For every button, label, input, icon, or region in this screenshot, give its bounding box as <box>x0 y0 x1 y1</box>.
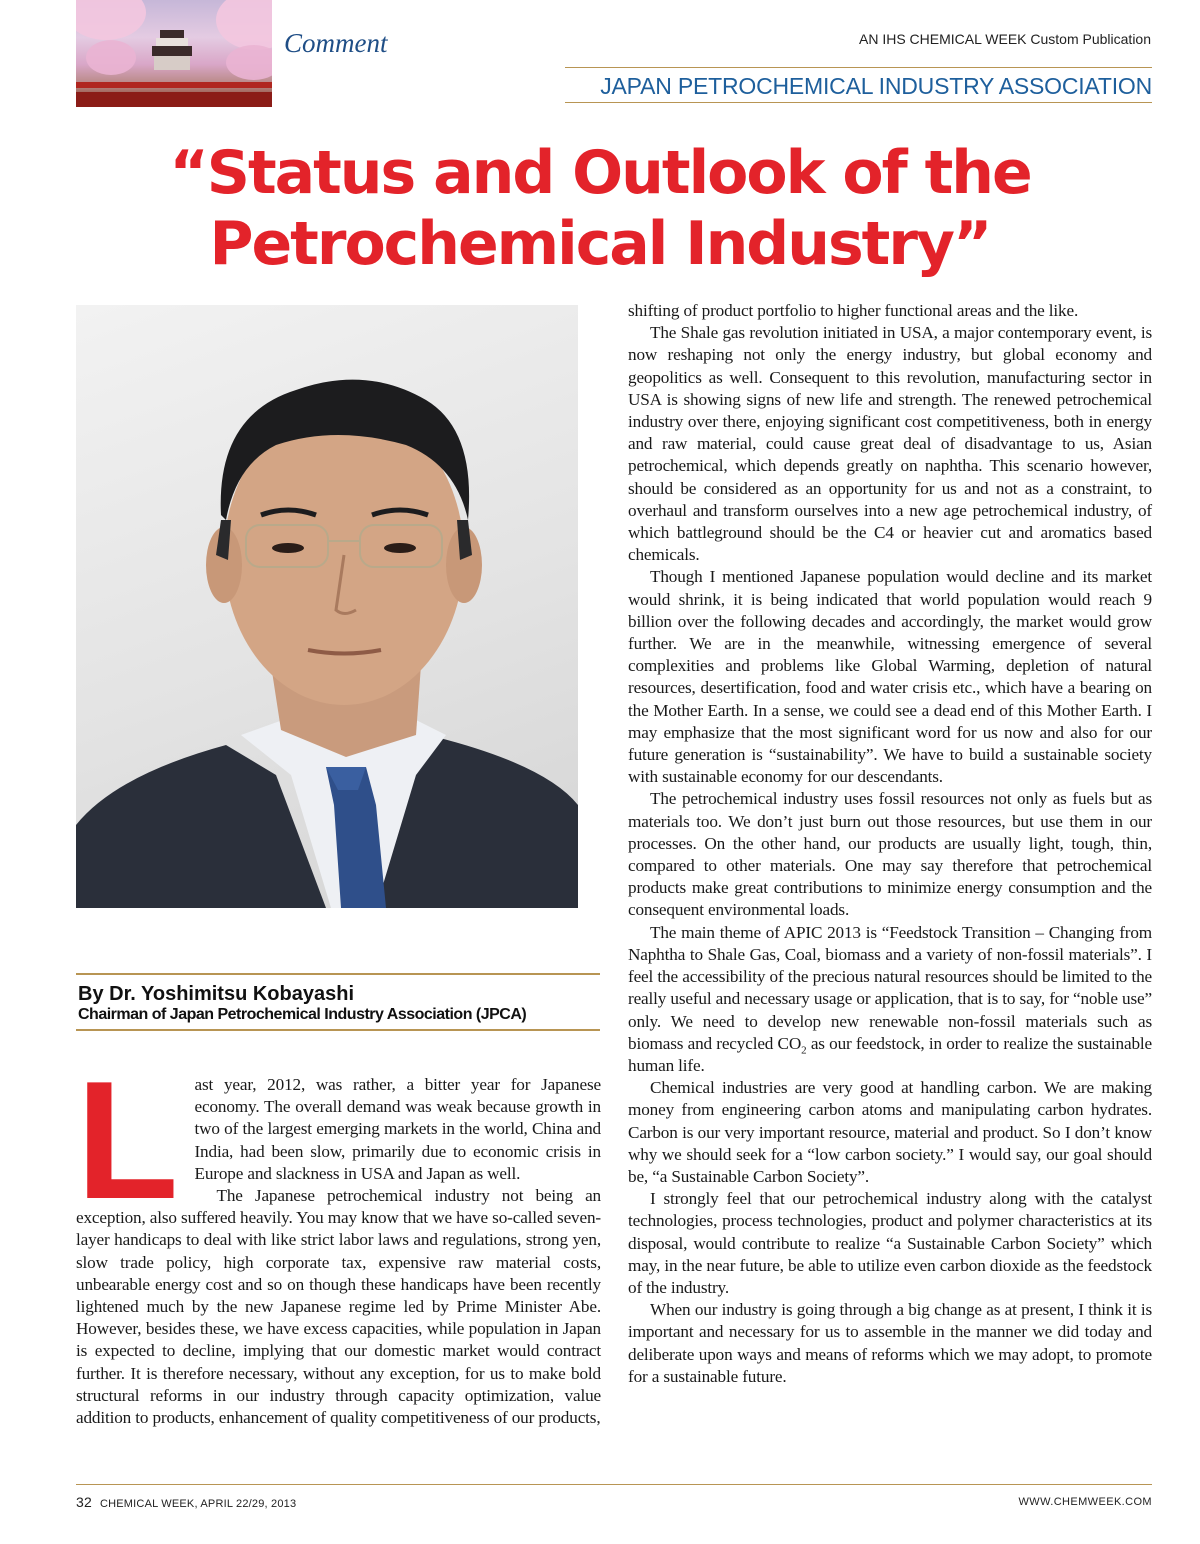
association-banner <box>565 67 1152 103</box>
co2-subscript: 2 <box>801 1044 807 1057</box>
body-paragraph: I strongly feel that our petrochemical industry along with the catalyst technologies, process technologies, product and polymer characteristics at its disposal, would contribute to realize “a Sustainable Carbon Society” which may, in the near future, be able to utilize even carbon dioxide as the feedstock of the industry. <box>628 1189 1152 1297</box>
body-paragraph: The Shale gas revolution initiated in USA, a major contemporary event, is now reshaping not only the energy industry, but global economy and geopolitics as well. Consequent to this revolution, manufacturing sector in USA is showing signs of new life and strength. The renewed petrochemical industry over there, enjoying significant cost competitiveness, both in energy and raw material, could cause great deal of disadvantage to us, Asian petrochemical, which depends greatly on naphtha. This scenario however, should be considered as an opportunity for us and not as a constraint, to overhaul and transform ourselves into a new age petrochemical industry, of which battleground should be the C4 or heavier cut and aromatics based chemicals. <box>628 323 1152 565</box>
body-column-left <box>76 1046 601 1429</box>
article-headline <box>100 138 1100 280</box>
body-column-right <box>628 300 1152 1388</box>
body-paragraph: Chemical industries are very good at handling carbon. We are making money from engineering carbon atoms and manipulating carbon hydrates. Carbon is our very important resource, material and product. So I don’t know why we should seek for a “low carbon society.” I would say, our goal should be, “a Sustainable Carbon Society”. <box>628 1078 1152 1186</box>
byline <box>76 973 600 1031</box>
association-name: JAPAN PETROCHEMICAL INDUSTRY ASSOCIATION <box>600 73 1152 99</box>
issue-info: CHEMICAL WEEK, APRIL 22/29, 2013 <box>99 1498 297 1510</box>
portrait-illustration <box>76 305 578 908</box>
header-photo-castle-blossoms <box>76 0 272 107</box>
publication-label: AN IHS CHEMICAL WEEK Custom Publication <box>858 31 1151 47</box>
body-paragraph: Last year, 2012, was rather, a bitter year for Japanese economy. The overall demand was weak because growth in two of the largest emerging markets in the world, China and India, had been slow, primarily due to economic crisis in Europe and slackness in USA and Japan as well. <box>76 1046 601 1234</box>
page-number: 32 <box>76 1494 92 1510</box>
section-label: Comment <box>284 28 388 58</box>
byline-author: By Dr. Yoshimitsu Kobayashi <box>78 983 355 1005</box>
headline-line-1: “Status and Outlook of the <box>169 138 1031 208</box>
apic-text: The main theme of APIC 2013 is “Feedstock Transition – Changing from Naphtha to Shale Gas, Coal, biomass and a variety of non-fossil materials”. I feel the accessibility of the precious natural resources should be limited to the really useful and necessary usage or application, that is to say, for “noble use” only. We need to develop new renewable non-fossil materials such as biomass and recycled CO <box>628 922 1152 1053</box>
body-paragraph: The petrochemical industry uses fossil resources not only as fuels but as materials too. We don’t just burn out those resources, but use them in our processes. On the other hand, our products are usually light, tough, thin, compared to other materials. One may say therefore that petrochemical products make great contributions to minimize energy consumption and the consequent environmental loads. <box>628 789 1152 920</box>
byline-title: Chairman of Japan Petrochemical Industry Association (JPCA) <box>78 1006 527 1023</box>
author-portrait <box>76 305 578 908</box>
body-paragraph: Though I mentioned Japanese population would decline and its market would shrink, it is being indicated that world population would reach 9 billion over the following decades and accordingly, the market would grow further. We are in the meanwhile, witnessing emergence of several complexities and problems like Global Warming, depletion of natural resources, desertification, food and water crisis etc., which have a bearing on the Mother Earth. In a sense, we could see a dead end of this Mother Earth. I may emphasize that the most significant word for us now and also for our future generation is “sustainability”. We have to build a sustainable society with sustainable economy for our descendants. <box>628 567 1152 787</box>
footer-website: WWW.CHEMWEEK.COM <box>1018 1496 1152 1508</box>
body-paragraph: The Japanese petrochemical industry not being an exception, also suffered heavily. You may know that we have so-called seven-layer handicaps to deal with like strict labor laws and regulations, strong yen, slow trade policy, high corporate tax, expensive raw material costs, unbearable energy cost and so on though these handicaps have been recently lightened much by the new Japanese regime led by Prime Minister Abe. However, besides these, we have excess capacities, while population in Japan is expected to decline, implying that our domestic market would contract further. It is therefore necessary, without any exception, for us to make bold structural reforms in our industry through capacity optimization, value addition to products, enhancement of quality competitiveness of our products, <box>76 1186 601 1428</box>
body-paragraph-apic <box>628 922 1152 1077</box>
footer-issue-info <box>76 1494 296 1510</box>
body-paragraph: When our industry is going through a big change as at present, I think it is important and necessary for us to assemble in the manner we did today and deliberate upon ways and means of reforms which we may adopt, to promote for a sustainable future. <box>628 1300 1152 1386</box>
body-paragraph: shifting of product portfolio to higher functional areas and the like. <box>628 301 1079 320</box>
headline-line-2: Petrochemical Industry” <box>209 209 991 279</box>
footer-divider <box>76 1484 1152 1485</box>
apic-text-continued: as our feedstock, in order to realize the sustainable human life. <box>628 1033 1153 1075</box>
